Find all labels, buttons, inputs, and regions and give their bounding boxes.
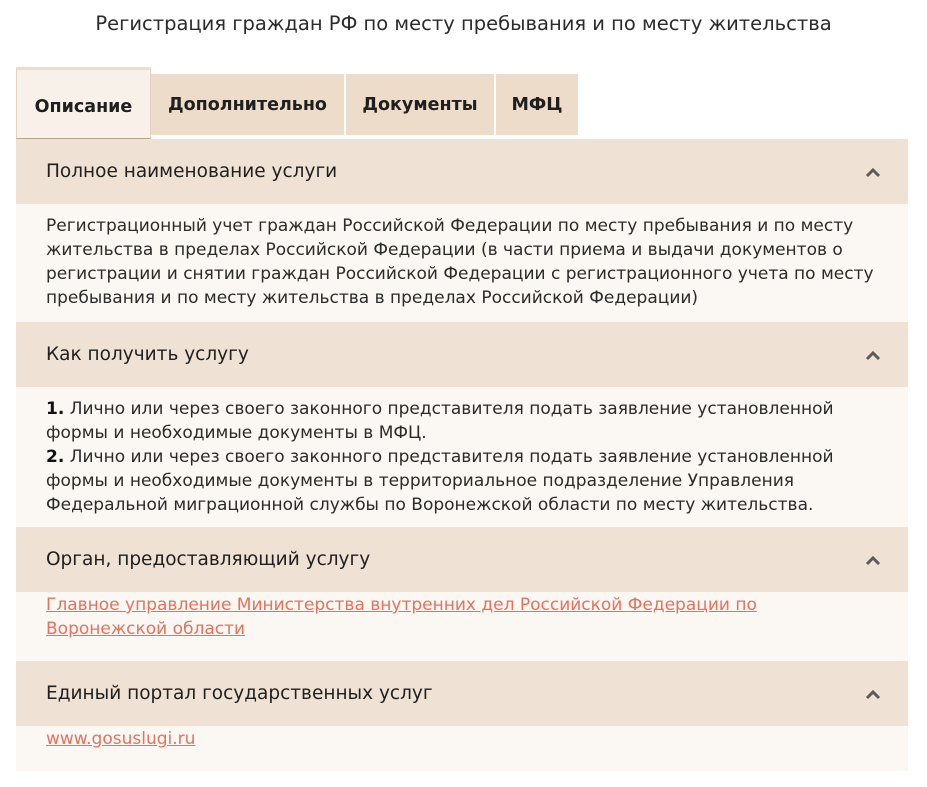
chevron-up-icon (865, 554, 881, 566)
section-body-authority (16, 592, 908, 661)
section-heading: Орган, предоставляющий услугу (46, 549, 371, 570)
tab-mfc[interactable] (496, 74, 580, 135)
tab-additional[interactable] (151, 74, 346, 135)
chevron-up-icon (865, 688, 881, 700)
section-body-full-name (16, 204, 908, 322)
list-item (46, 445, 878, 517)
list-item (46, 397, 878, 445)
gosuslugi-link[interactable]: www.gosuslugi.ru (46, 729, 196, 749)
section-heading: Полное наименование услуги (46, 161, 338, 182)
item-text: Лично или через своего законного представителя подать заявление установленной формы и необходимые документы в МФЦ. (46, 399, 834, 443)
section-body-portal (16, 726, 908, 771)
tab-label: Документы (362, 94, 478, 115)
tab-documents[interactable] (346, 74, 496, 135)
authority-link[interactable]: Главное управление Министерства внутренних дел Российской Федерации по Воронежской области (46, 595, 757, 639)
section-heading: Как получить услугу (46, 344, 249, 365)
section-header-portal[interactable] (16, 661, 908, 726)
section-body-how-to (16, 387, 908, 527)
page-title: Регистрация граждан РФ по месту пребывания и по месту жительства (95, 12, 832, 35)
section-header-full-name[interactable] (16, 139, 908, 204)
section-header-how-to[interactable] (16, 322, 908, 387)
tab-label: Дополнительно (168, 94, 327, 115)
chevron-up-icon (865, 349, 881, 361)
item-text: Лично или через своего законного представителя подать заявление установленной формы и необходимые документы в территориальное подразделение Управления Федеральной миграционной службы по Воронежской области по месту жительства. (46, 447, 834, 515)
tab-label: МФЦ (511, 94, 563, 115)
item-number: 1. (46, 399, 65, 419)
item-number: 2. (46, 447, 65, 467)
full-name-text: Регистрационный учет граждан Российской Федерации по месту пребывания и по месту жительства в пределах Российской Федерации (в части приема и выдачи документов о регистрации и снятии граждан Российской Федерации с регистрационного учета по месту пребывания и по месту жительства в пределах Российской Федерации) (46, 216, 874, 308)
chevron-up-icon (865, 166, 881, 178)
section-header-authority[interactable] (16, 527, 908, 592)
section-heading: Единый портал государственных услуг (46, 683, 433, 704)
tab-description[interactable] (16, 67, 151, 139)
tab-label: Описание (34, 97, 133, 117)
